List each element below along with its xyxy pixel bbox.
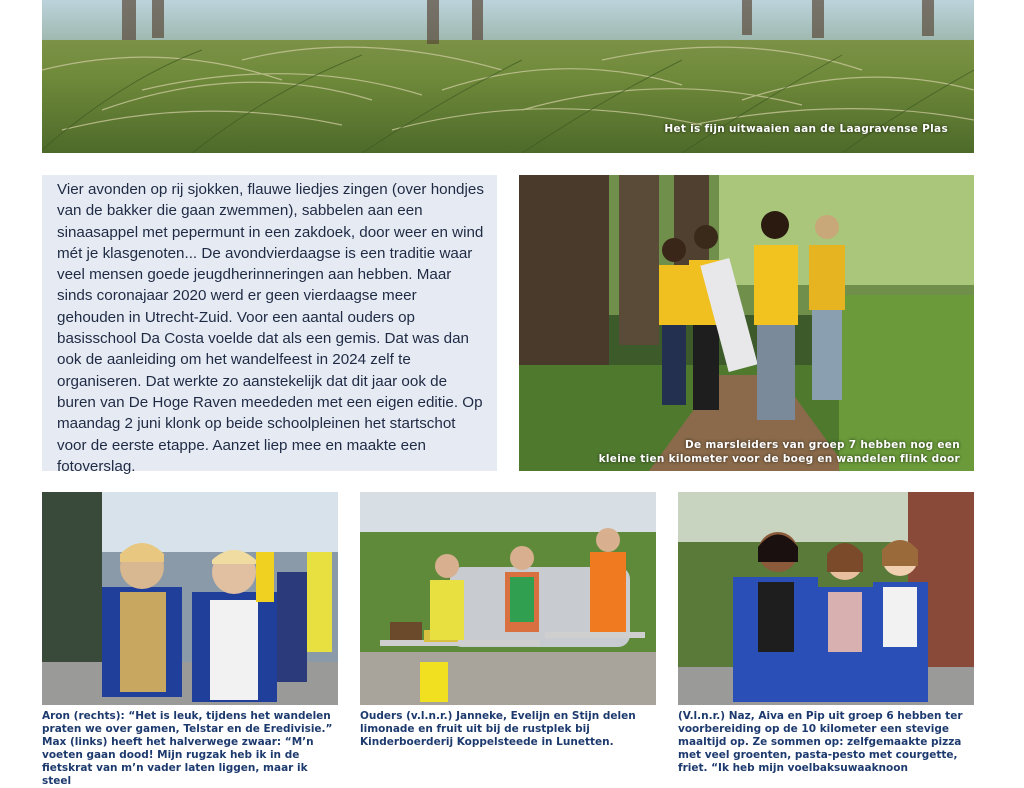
kids-walking-image xyxy=(42,492,338,705)
walk-photo xyxy=(519,175,974,471)
caption-aron-max: Aron (rechts): “Het is leuk, tijdens het wandelen praten we over gamen, Telstar en de Eredivisie.” Max (links) heeft het halverwege zwaar: “M’n voeten gaan dood! Mijn rugzak heb ik in de fietskrat van m’n vader laten liggen, maar ik steel xyxy=(42,710,333,787)
hero-photo xyxy=(42,0,974,153)
hero-caption: Het is fijn uitwaaien aan de Laagravense Plas xyxy=(664,123,948,135)
walk-caption-line-1: De marsleiders van groep 7 hebben nog een xyxy=(685,439,960,451)
caption-ouders: Ouders (v.l.n.r.) Janneke, Evelijn en Stijn delen limonade en fruit uit bij de rustplek bij Kinderboerderij Koppelsteede in Lunetten. xyxy=(360,710,636,748)
photo-aron-max xyxy=(42,492,338,705)
intro-box xyxy=(42,175,497,475)
marsleiders-image xyxy=(519,175,974,471)
photo-ouders-rustplek xyxy=(360,492,656,705)
intro-text: Vier avonden op rij sjokken, flauwe liedjes zingen (over hondjes van de bakker die gaan zwemmen), sabbelen aan een sinaasappel met pepermunt in een zakdoek, door weer en wind mét je klasgenoten... De avondvierdaagse is een traditie waar veel mensen goede jeugdherinneringen aan hebben. Maar sinds coronajaar 2020 werd er geen vierdaagse meer gehouden in Utrecht-Zuid. Voor een aantal ouders op basisschool Da Costa voelde dat als een gemis. Dat was dan ook de aanleiding om het wandelfeest in 2024 zelf te organiseren. Dat werkte zo aanstekelijk dat dit jaar ook de buren van De Hoge Raven meededen met een eigen editie. Op maandag 2 juni klonk op beide schoolpleinen het startschot voor de eerste etappe. Aanzet liep mee en maakte een fotoverslag. xyxy=(57,181,484,475)
caption-naz-aiva-pip: (V.l.n.r.) Naz, Aiva en Pip uit groep 6 hebben ter voorbereiding op de 10 kilometer een stevige maaltijd op. Ze sommen op: zelfgemaakte pizza met veel groenten, pasta-pesto met courgette, friet. “Ik heb mijn voelbaksuwaaknoon xyxy=(678,710,963,774)
photo-naz-aiva-pip xyxy=(678,492,974,705)
three-girls-image xyxy=(678,492,974,705)
walk-caption xyxy=(599,438,960,466)
walk-caption-line-2: kleine tien kilometer voor de boeg en wandelen flink door xyxy=(598,453,960,465)
parents-table-image xyxy=(360,492,656,705)
